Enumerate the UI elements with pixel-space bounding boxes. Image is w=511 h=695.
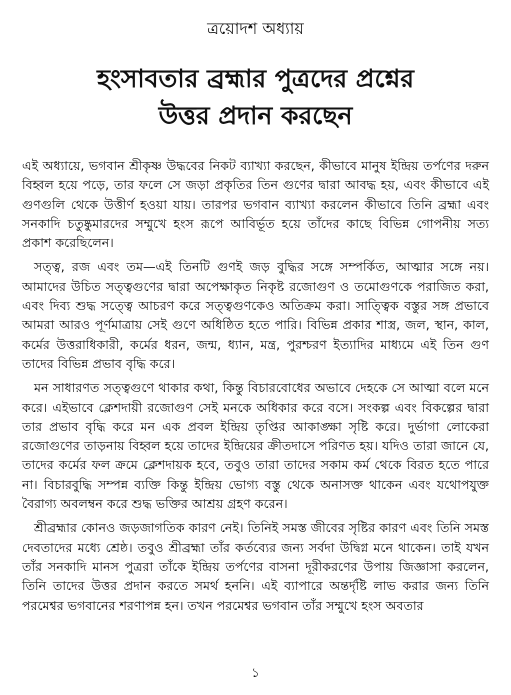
body-text xyxy=(22,156,489,615)
chapter-title-line-2: উত্তর প্রদান করছেন xyxy=(158,101,353,130)
page-number: ১ xyxy=(251,666,260,681)
chapter-heading: ত্রয়োদশ অধ্যায় xyxy=(207,19,304,38)
paragraph: এই অধ্যায়ে, ভগবান শ্রীকৃষ্ণ উদ্ধবের নিকট ব্যাখ্যা করছেন, কীভাবে মানুষ ইন্দ্রিয় তর্পণের দরুন বিহ্বল হয়ে পড়ে, তার ফলে সে জড়া প্রকৃতির তিন গুণের দ্বারা আবদ্ধ হয়, এবং কীভাবে এই গুণগুলি থেকে উত্তীর্ণ হওয়া যায়। তারপর ভগবান ব্যাখ্যা করলেন কীভাবে তিনি ব্রহ্মা এবং সনকাদি চতুষ্কুমারদের সম্মুখে হংস রূপে আবির্ভূত হয়ে তাঁদের কাছে বিভিন্ন গোপনীয় সত্য প্রকাশ করেছিলেন। xyxy=(22,158,489,251)
paragraph: সত্ত্ব, রজ এবং তম—এই তিনটি গুণই জড় বুদ্ধির সঙ্গে সম্পর্কিত, আত্মার সঙ্গে নয়। আমাদের উচিত সত্ত্বগুণের দ্বারা অপেক্ষাকৃত নিকৃষ্ট রজোগুণ ও তমোগুণকে পরাজিত করা, এবং দিব্য শুদ্ধ সত্ত্বে আচরণ করে সত্ত্বগুণকেও অতিক্রম করা। সাত্ত্বিক বস্তুর সঙ্গ প্রভাবে আমরা আরও পূর্ণমাত্রায় সেই গুণে অধিষ্ঠিত হতে পারি। বিভিন্ন প্রকার শাস্ত্র, জল, স্থান, কাল, কর্মের উত্তরাধিকারী, কর্মের ধরন, জন্ম, ধ্যান, মন্ত্র, পুরশ্চরণ ইত্যাদির মাধ্যমে এই তিন গুণ তাদের বিভিন্ন প্রভাব বৃদ্ধি করে। xyxy=(22,259,489,371)
chapter-title xyxy=(22,60,489,134)
chapter-title-line-1: হংসাবতার ব্রহ্মার পুত্রদের প্রশ্নের xyxy=(96,64,414,93)
paragraph: মন সাধারণত সত্ত্বগুণে থাকার কথা, কিন্তু বিচারবোধের অভাবে দেহকে সে আত্মা বলে মনে করে। এইভাবে ক্লেশদায়ী রজোগুণ সেই মনকে অধিকার করে বসে। সংকল্প এবং বিকল্পের দ্বারা তার প্রভাব বৃদ্ধি করে মন এক প্রবল ইন্দ্রিয় তৃপ্তির আকাঙ্ক্ষা সৃষ্টি করে। দুর্ভাগা লোকেরা রজোগুণের তাড়নায় বিহ্বল হয়ে তাদের ইন্দ্রিয়ের ক্রীতদাসে পরিণত হয়। যদিও তারা জানে যে, তাদের কর্মের ফল ক্রমে ক্লেশদায়ক হবে, তবুও তারা তাদের সকাম কর্ম থেকে বিরত হতে পারে না। বিচারবুদ্ধি সম্পন্ন ব্যক্তি কিন্তু ইন্দ্রিয় ভোগ্য বস্তু থেকে অনাসক্ত থাকেন এবং যথোপযুক্ত বৈরাগ্য অবলম্বন করে শুদ্ধ ভক্তির আশ্রয় গ্রহণ করেন। xyxy=(22,380,489,512)
paragraph: শ্রীব্রহ্মার কোনও জড়জাগতিক কারণ নেই। তিনিই সমস্ত জীবের সৃষ্টির কারণ এবং তিনি সমস্ত দেবতাদের মধ্যে শ্রেষ্ঠ। তবুও শ্রীব্রহ্মা তাঁর কর্তব্যের জন্য সর্বদা উদ্বিগ্ন মনে থাকেন। তাই যখন তাঁর সনকাদি মানস পুত্ররা তাঁকে ইন্দ্রিয় তর্পণের বাসনা দূরীকরণের উপায় জিজ্ঞাসা করলেন, তিনি তাদের উত্তর প্রদান করতে সমর্থ হননি। এই ব্যাপারে অন্তর্দৃষ্টি লাভ করার জন্য তিনি পরমেশ্বর ভগবানের শরণাপন্ন হন। তখন পরমেশ্বর ভগবান তাঁর সম্মুখে হংস অবতার xyxy=(22,520,489,613)
